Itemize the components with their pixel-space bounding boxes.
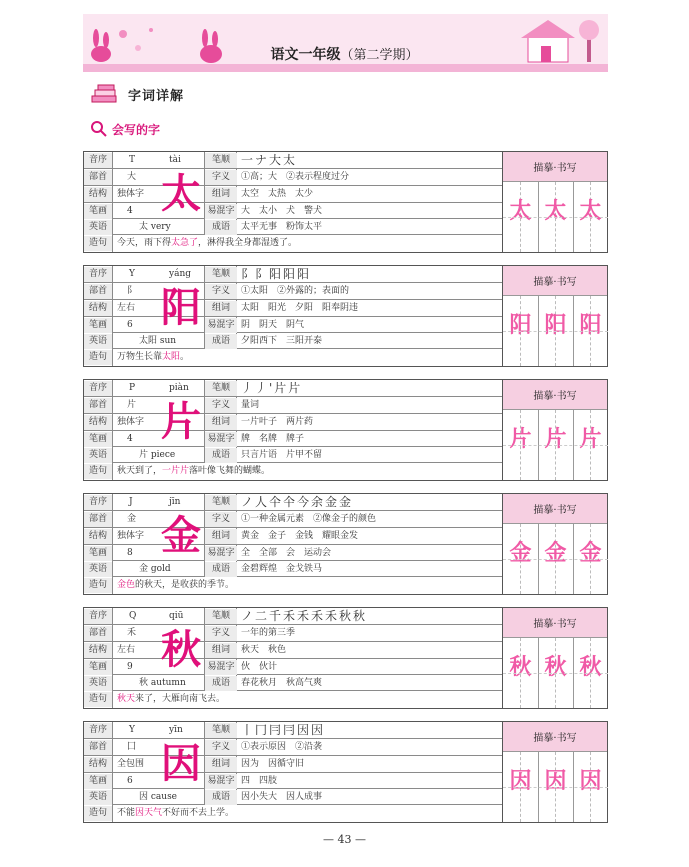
sentence-highlight: 一片片 bbox=[162, 466, 190, 476]
idiom: 金碧辉煌 金戈铁马 bbox=[241, 564, 323, 574]
label-english: 英语 bbox=[84, 676, 112, 691]
label-confusable: 易混字 bbox=[205, 204, 237, 219]
sentence-after: ，淋得我全身都湿透了。 bbox=[198, 238, 298, 248]
trace-character: 片 bbox=[579, 426, 602, 452]
practice-grid bbox=[503, 638, 608, 708]
practice-label: 描摹·书写 bbox=[503, 266, 607, 296]
stroke-count: 4 bbox=[127, 206, 133, 216]
label-order: 笔顺 bbox=[205, 723, 237, 738]
char-info bbox=[84, 608, 502, 708]
big-character: 金 bbox=[161, 513, 201, 559]
label-radical: 部首 bbox=[84, 626, 112, 641]
practice-label: 描摹·书写 bbox=[503, 380, 607, 410]
pinyin: tài bbox=[169, 155, 181, 165]
label-radical: 部首 bbox=[84, 740, 112, 755]
sentence-before: 秋天到了， bbox=[117, 466, 163, 476]
stroke-order: 阝阝阳阳阳 bbox=[241, 267, 312, 281]
trace-character: 阳 bbox=[579, 312, 602, 338]
label-structure: 结构 bbox=[84, 757, 112, 772]
trace-character: 片 bbox=[509, 426, 532, 452]
practice-label: 描摹·书写 bbox=[503, 152, 607, 182]
grid-guide bbox=[503, 445, 608, 446]
structure: 独体字 bbox=[117, 417, 145, 427]
sentence-after: 的秋天，是收获的季节。 bbox=[135, 580, 235, 590]
pinyin: yīn bbox=[169, 725, 183, 735]
label-words: 组词 bbox=[205, 529, 237, 544]
label-order: 笔顺 bbox=[205, 609, 237, 624]
trace-character: 因 bbox=[544, 768, 567, 794]
char-info bbox=[84, 152, 502, 252]
label-meaning: 字义 bbox=[205, 512, 237, 527]
row-line bbox=[84, 641, 502, 642]
stroke-order: ノ二千禾禾禾禾秋秋 bbox=[241, 609, 368, 623]
char-block bbox=[83, 151, 608, 253]
practice-panel bbox=[502, 608, 607, 708]
label-pinyin: 音序 bbox=[84, 153, 112, 168]
label-structure: 结构 bbox=[84, 301, 112, 316]
label-meaning: 字义 bbox=[205, 626, 237, 641]
label-radical: 部首 bbox=[84, 512, 112, 527]
meaning: ①一种金属元素 ②像金子的颜色 bbox=[241, 514, 377, 524]
label-strokes: 笔画 bbox=[84, 660, 112, 675]
practice-panel bbox=[502, 266, 607, 366]
row-line bbox=[84, 185, 502, 186]
label-sentence: 造句 bbox=[84, 692, 112, 707]
practice-grid bbox=[503, 182, 608, 252]
meaning: 一年的第三季 bbox=[241, 628, 296, 638]
char-block bbox=[83, 265, 608, 367]
grid-guide bbox=[503, 559, 608, 560]
label-words: 组词 bbox=[205, 757, 237, 772]
initial: Y bbox=[129, 269, 135, 279]
label-confusable: 易混字 bbox=[205, 318, 237, 333]
label-strokes: 笔画 bbox=[84, 204, 112, 219]
sentence-after: 来了，大雁向南飞去。 bbox=[135, 694, 226, 704]
label-confusable: 易混字 bbox=[205, 660, 237, 675]
initial: T bbox=[129, 155, 136, 165]
initial: Y bbox=[129, 725, 135, 735]
trace-character: 金 bbox=[509, 540, 532, 566]
trace-character: 片 bbox=[544, 426, 567, 452]
label-order: 笔顺 bbox=[205, 153, 237, 168]
char-info bbox=[84, 494, 502, 594]
trace-character: 太 bbox=[544, 198, 567, 224]
label-meaning: 字义 bbox=[205, 398, 237, 413]
stroke-order: 丿丿'片片 bbox=[241, 381, 303, 395]
grid-guide bbox=[503, 217, 608, 218]
row-line bbox=[84, 738, 502, 739]
meaning: 量词 bbox=[241, 400, 260, 410]
col-line bbox=[112, 494, 113, 577]
grid-guide bbox=[503, 673, 608, 674]
char-block bbox=[83, 379, 608, 481]
label-pinyin: 音序 bbox=[84, 723, 112, 738]
col-line bbox=[112, 235, 113, 252]
pinyin: piàn bbox=[169, 383, 189, 393]
trace-character: 秋 bbox=[579, 654, 602, 680]
row-line bbox=[84, 299, 502, 300]
practice-panel bbox=[502, 152, 607, 252]
big-character: 秋 bbox=[161, 627, 201, 673]
char-block bbox=[83, 493, 608, 595]
practice-panel bbox=[502, 494, 607, 594]
row-line bbox=[84, 413, 502, 414]
confusable: 四 四肢 bbox=[241, 776, 278, 786]
structure: 左右 bbox=[117, 303, 136, 313]
words: 秋天 秋色 bbox=[241, 645, 287, 655]
label-words: 组词 bbox=[205, 643, 237, 658]
words: 因为 因循守旧 bbox=[241, 759, 305, 769]
label-order: 笔顺 bbox=[205, 495, 237, 510]
grid-guide bbox=[503, 787, 608, 788]
col-line bbox=[112, 691, 113, 708]
label-order: 笔顺 bbox=[205, 267, 237, 282]
trace-character: 太 bbox=[579, 198, 602, 224]
radical: 大 bbox=[127, 172, 137, 182]
english-word: 太阳 sun bbox=[139, 336, 177, 346]
big-character: 因 bbox=[161, 741, 201, 787]
meaning: ①高；大 ②表示程度过分 bbox=[241, 172, 350, 182]
practice-label: 描摹·书写 bbox=[503, 494, 607, 524]
sentence bbox=[114, 692, 500, 707]
char-info bbox=[84, 380, 502, 480]
label-radical: 部首 bbox=[84, 170, 112, 185]
stroke-count: 9 bbox=[127, 662, 133, 672]
practice-grid bbox=[503, 752, 608, 822]
sentence-after: 不好而不去上学。 bbox=[162, 808, 235, 818]
sentence-highlight: 秋天 bbox=[117, 694, 136, 704]
label-pinyin: 音序 bbox=[84, 267, 112, 282]
english-word: 因 cause bbox=[139, 792, 178, 802]
practice-label: 描摹·书写 bbox=[503, 608, 607, 638]
label-pinyin: 音序 bbox=[84, 495, 112, 510]
label-words: 组词 bbox=[205, 301, 237, 316]
structure: 独体字 bbox=[117, 189, 145, 199]
row-line bbox=[84, 396, 502, 397]
structure: 全包围 bbox=[117, 759, 145, 769]
label-confusable: 易混字 bbox=[205, 546, 237, 561]
row-line bbox=[84, 544, 502, 545]
row-line bbox=[84, 510, 502, 511]
col-line bbox=[112, 349, 113, 366]
label-radical: 部首 bbox=[84, 398, 112, 413]
trace-character: 金 bbox=[579, 540, 602, 566]
pinyin: yáng bbox=[169, 269, 192, 279]
label-sentence: 造句 bbox=[84, 806, 112, 821]
label-confusable: 易混字 bbox=[205, 774, 237, 789]
magnifier-icon bbox=[90, 120, 108, 138]
section-heading bbox=[90, 82, 184, 106]
words: 黄金 金子 金钱 耀眼金发 bbox=[241, 531, 359, 541]
practice-grid bbox=[503, 296, 608, 366]
label-sentence: 造句 bbox=[84, 464, 112, 479]
col-line bbox=[112, 152, 113, 235]
label-radical: 部首 bbox=[84, 284, 112, 299]
trace-character: 因 bbox=[509, 768, 532, 794]
label-pinyin: 音序 bbox=[84, 609, 112, 624]
sentence-before: 万物生长靠 bbox=[117, 352, 163, 362]
col-line bbox=[112, 577, 113, 594]
english-word: 片 piece bbox=[139, 450, 176, 460]
row-line bbox=[84, 527, 502, 528]
sentence-before: 今天，雨下得 bbox=[117, 238, 172, 248]
sentence-highlight: 太阳 bbox=[162, 352, 181, 362]
sentence bbox=[114, 464, 500, 479]
page-number: — 43 — bbox=[323, 833, 366, 846]
label-confusable: 易混字 bbox=[205, 432, 237, 447]
pinyin: jīn bbox=[169, 497, 181, 507]
label-pinyin: 音序 bbox=[84, 381, 112, 396]
label-meaning: 字义 bbox=[205, 284, 237, 299]
char-block bbox=[83, 607, 608, 709]
row-line bbox=[84, 430, 502, 431]
trace-character: 秋 bbox=[509, 654, 532, 680]
idiom: 只言片语 片甲不留 bbox=[241, 450, 323, 460]
meaning: ①太阳 ②外露的；表面的 bbox=[241, 286, 350, 296]
label-english: 英语 bbox=[84, 220, 112, 235]
label-order: 笔顺 bbox=[205, 381, 237, 396]
row-line bbox=[84, 658, 502, 659]
col-line bbox=[112, 380, 113, 463]
confusable: 阴 阴天 阴气 bbox=[241, 320, 305, 330]
label-english: 英语 bbox=[84, 562, 112, 577]
label-idiom: 成语 bbox=[205, 220, 237, 235]
pinyin: qiū bbox=[169, 611, 184, 621]
col-line bbox=[112, 266, 113, 349]
big-character: 太 bbox=[161, 171, 201, 217]
label-structure: 结构 bbox=[84, 529, 112, 544]
sentence-highlight: 因天气 bbox=[135, 808, 163, 818]
label-idiom: 成语 bbox=[205, 334, 237, 349]
stroke-count: 8 bbox=[127, 548, 133, 558]
label-strokes: 笔画 bbox=[84, 432, 112, 447]
label-strokes: 笔画 bbox=[84, 774, 112, 789]
confusable: 大 太小 犬 警犬 bbox=[241, 206, 323, 216]
practice-grid bbox=[503, 524, 608, 594]
trace-character: 金 bbox=[544, 540, 567, 566]
english-word: 太 very bbox=[139, 222, 171, 232]
initial: P bbox=[129, 383, 136, 393]
sentence bbox=[114, 578, 500, 593]
sentence-after: 落叶像飞舞的蝴蝶。 bbox=[189, 466, 271, 476]
header-bar bbox=[83, 64, 608, 72]
label-sentence: 造句 bbox=[84, 236, 112, 251]
label-structure: 结构 bbox=[84, 415, 112, 430]
sentence-after: 。 bbox=[180, 352, 190, 362]
label-sentence: 造句 bbox=[84, 578, 112, 593]
words: 太空 太热 太少 bbox=[241, 189, 314, 199]
label-english: 英语 bbox=[84, 448, 112, 463]
label-idiom: 成语 bbox=[205, 790, 237, 805]
english-word: 秋 autumn bbox=[139, 678, 186, 688]
char-info bbox=[84, 266, 502, 366]
confusable: 伙 伙计 bbox=[241, 662, 278, 672]
confusable: 牌 名牌 牌子 bbox=[241, 434, 305, 444]
trace-character: 阳 bbox=[509, 312, 532, 338]
row-line bbox=[84, 282, 502, 283]
sentence bbox=[114, 806, 500, 821]
label-structure: 结构 bbox=[84, 187, 112, 202]
stroke-count: 4 bbox=[127, 434, 133, 444]
label-structure: 结构 bbox=[84, 643, 112, 658]
subsection-title: 会写的字 bbox=[112, 122, 161, 137]
trace-character: 太 bbox=[509, 198, 532, 224]
subsection-heading bbox=[90, 118, 160, 140]
row-line bbox=[84, 316, 502, 317]
books-icon bbox=[90, 83, 120, 105]
label-idiom: 成语 bbox=[205, 448, 237, 463]
words: 一片叶子 两片药 bbox=[241, 417, 314, 427]
sentence bbox=[114, 236, 500, 251]
structure: 独体字 bbox=[117, 531, 145, 541]
char-info bbox=[84, 722, 502, 822]
radical: 囗 bbox=[127, 742, 137, 752]
label-meaning: 字义 bbox=[205, 740, 237, 755]
practice-label: 描摹·书写 bbox=[503, 722, 607, 752]
sentence-before: 不能 bbox=[117, 808, 136, 818]
row-line bbox=[84, 168, 502, 169]
stroke-order: ノ人仐仐今余金金 bbox=[241, 495, 354, 509]
radical: 阝 bbox=[127, 286, 137, 296]
label-strokes: 笔画 bbox=[84, 546, 112, 561]
english-word: 金 gold bbox=[139, 564, 171, 574]
meaning: ①表示原因 ②沿袭 bbox=[241, 742, 323, 752]
col-line bbox=[112, 805, 113, 822]
structure: 左右 bbox=[117, 645, 136, 655]
label-idiom: 成语 bbox=[205, 676, 237, 691]
grid-guide bbox=[503, 331, 608, 332]
row-line bbox=[84, 624, 502, 625]
sentence bbox=[114, 350, 500, 365]
label-words: 组词 bbox=[205, 187, 237, 202]
row-line bbox=[84, 755, 502, 756]
practice-panel bbox=[502, 722, 607, 822]
radical: 片 bbox=[127, 400, 137, 410]
label-sentence: 造句 bbox=[84, 350, 112, 365]
radical: 禾 bbox=[127, 628, 137, 638]
stroke-count: 6 bbox=[127, 320, 133, 330]
row-line bbox=[84, 772, 502, 773]
label-english: 英语 bbox=[84, 790, 112, 805]
stroke-count: 6 bbox=[127, 776, 133, 786]
radical: 金 bbox=[127, 514, 137, 524]
trace-character: 阳 bbox=[544, 312, 567, 338]
trace-character: 因 bbox=[579, 768, 602, 794]
label-meaning: 字义 bbox=[205, 170, 237, 185]
idiom: 太平无事 粉饰太平 bbox=[241, 222, 323, 232]
label-words: 组词 bbox=[205, 415, 237, 430]
idiom: 夕阳西下 三阳开泰 bbox=[241, 336, 323, 346]
words: 太阳 阳光 夕阳 阳奉阴违 bbox=[241, 303, 359, 313]
confusable: 全 全部 会 运动会 bbox=[241, 548, 332, 558]
sentence-highlight: 金色 bbox=[117, 580, 136, 590]
section-title: 字词详解 bbox=[128, 88, 185, 104]
title-main: 语文一年级 bbox=[270, 47, 341, 63]
trace-character: 秋 bbox=[544, 654, 567, 680]
title-sub: （第二学期） bbox=[340, 48, 419, 63]
col-line bbox=[112, 463, 113, 480]
practice-grid bbox=[503, 410, 608, 480]
page-title bbox=[0, 44, 689, 64]
big-character: 阳 bbox=[161, 285, 201, 331]
initial: Q bbox=[129, 611, 137, 621]
stroke-order: 一ナ大太 bbox=[241, 153, 298, 167]
row-line bbox=[84, 202, 502, 203]
col-line bbox=[112, 722, 113, 805]
col-line bbox=[112, 608, 113, 691]
char-block bbox=[83, 721, 608, 823]
label-strokes: 笔画 bbox=[84, 318, 112, 333]
initial: J bbox=[129, 497, 133, 507]
idiom: 春花秋月 秋高气爽 bbox=[241, 678, 323, 688]
label-idiom: 成语 bbox=[205, 562, 237, 577]
practice-panel bbox=[502, 380, 607, 480]
sentence-highlight: 太急了 bbox=[171, 238, 199, 248]
label-english: 英语 bbox=[84, 334, 112, 349]
stroke-order: 丨冂冃冃因因 bbox=[241, 723, 326, 737]
idiom: 因小失大 因人成事 bbox=[241, 792, 323, 802]
big-character: 片 bbox=[161, 399, 201, 445]
